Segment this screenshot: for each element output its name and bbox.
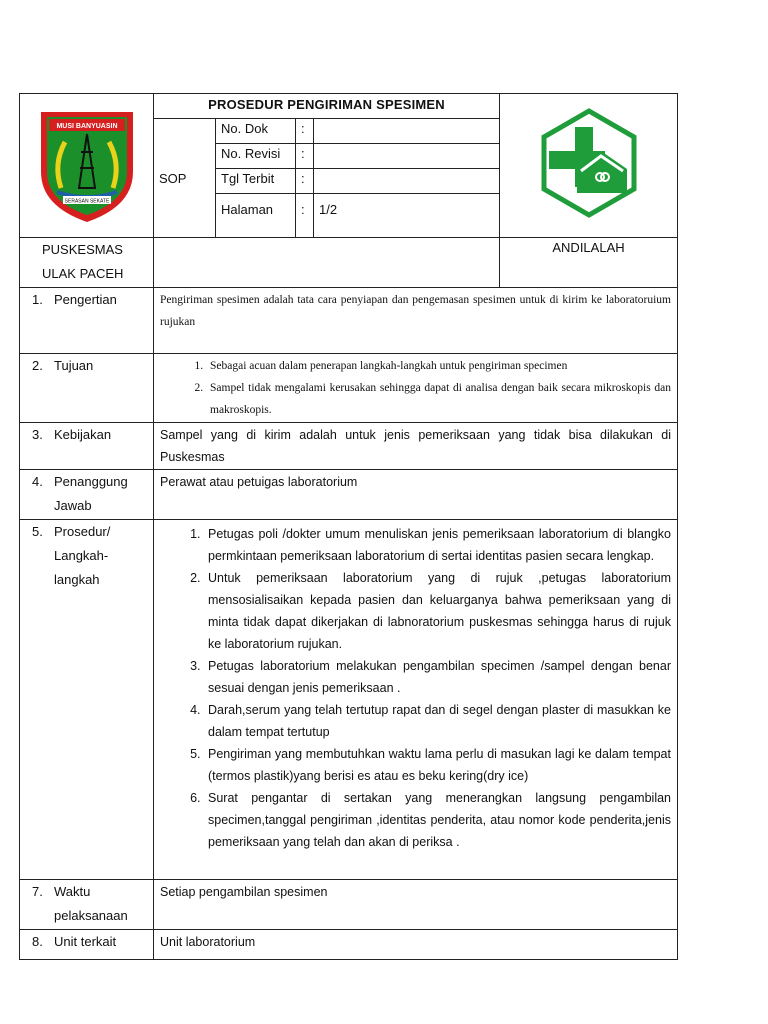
prosedur-list (160, 523, 671, 853)
meta-value (314, 144, 500, 169)
list-item: 4. Darah,serum yang telah tertutup rapat dan di segel dengan plaster di masukkan ke dalam tempat tertutup (204, 699, 671, 743)
blank-cell (154, 238, 500, 288)
section-number: 1. (32, 292, 43, 307)
section-title-line: Prosedur/ (54, 524, 111, 539)
section-title-line: Jawab (54, 498, 92, 513)
regency-logo-cell (20, 94, 154, 238)
waktu-text: Setiap pengambilan spesimen (154, 880, 678, 930)
section-pengertian (20, 288, 678, 354)
meta-sep: : (296, 119, 314, 144)
meta-label: Halaman (216, 194, 296, 238)
list-item: 1. Petugas poli /dokter umum menuliskan jenis pemeriksaan laboratorium di blangko permkintaan pemeriksaan laboratorium di sertai identitas pasien secara lengkap. (204, 523, 671, 567)
section-label (20, 520, 154, 880)
section-title: Kebijakan (54, 427, 112, 442)
section-penanggung-jawab (20, 470, 678, 520)
section-number: 7. (32, 884, 43, 899)
section-label (20, 930, 154, 960)
meta-value: 1/2 (314, 194, 500, 238)
section-waktu (20, 880, 678, 930)
logo-motto-text: SERASAN SEKATE (64, 198, 109, 205)
section-label (20, 354, 154, 423)
section-kebijakan (20, 423, 678, 470)
penanggung-text: Perawat atau petuigas laboratorium (154, 470, 678, 520)
meta-sep: : (296, 169, 314, 194)
section-number: 5. (32, 524, 43, 539)
section-title-line: pelaksanaan (54, 908, 128, 923)
signer-name: ANDILALAH (500, 238, 678, 288)
kebijakan-text: Sampel yang di kirim adalah untuk jenis pemeriksaan yang tidak bisa dilakukan di Puskesmas (154, 423, 678, 470)
document-title: PROSEDUR PENGIRIMAN SPESIMEN (154, 94, 500, 119)
prosedur-list-cell (154, 520, 678, 880)
list-item: 2. Untuk pemeriksaan laboratorium yang di rujuk ,petugas laboratorium mensosialisaikan kepada pasien dan keluarganya bahwa pemeriksaan yang di minta tidak dapat dikerjakan di labnoratorium puskesmas sehingga harus di rujuk ke laboratorium rujukan. (204, 567, 671, 655)
sop-body-table (19, 287, 678, 960)
tujuan-list (160, 355, 671, 421)
meta-value (314, 119, 500, 144)
section-title: Unit terkait (54, 934, 117, 949)
section-title: Pengertian (54, 292, 117, 307)
meta-label: No. Revisi (216, 144, 296, 169)
section-title-line: langkah (54, 572, 100, 587)
section-number: 8. (32, 934, 43, 949)
meta-value (314, 169, 500, 194)
meta-label: No. Dok (216, 119, 296, 144)
section-unit-terkait (20, 930, 678, 960)
meta-sep: : (296, 194, 314, 238)
puskesmas-name (20, 238, 154, 288)
section-label (20, 288, 154, 354)
section-title-line: Penanggung (54, 474, 128, 489)
section-prosedur (20, 520, 678, 880)
puskesmas-name-line2: ULAK PACEH (42, 266, 124, 281)
list-item: 1. Sebagai acuan dalam penerapan langkah-langkah untuk pengiriman specimen (206, 355, 671, 377)
meta-label: Tgl Terbit (216, 169, 296, 194)
musi-banyuasin-logo-icon (35, 102, 139, 224)
tujuan-list-cell (154, 354, 678, 423)
sop-document (19, 93, 677, 960)
puskesmas-logo-cell (500, 94, 678, 238)
section-label (20, 880, 154, 930)
section-label (20, 423, 154, 470)
logo-name-text: MUSI BANYUASIN (55, 123, 118, 130)
meta-sep: : (296, 144, 314, 169)
unit-text: Unit laboratorium (154, 930, 678, 960)
section-number: 4. (32, 474, 43, 489)
section-label (20, 470, 154, 520)
section-title (54, 880, 128, 928)
section-title (54, 470, 128, 518)
section-tujuan (20, 354, 678, 423)
list-item: 5. Pengiriman yang membutuhkan waktu lama perlu di masukan lagi ke dalam tempat (termos plastik)yang berisi es atau es beku kering(dry ice) (204, 743, 671, 787)
section-title: Tujuan (54, 358, 94, 373)
section-number: 2. (32, 358, 43, 373)
list-item: 6. Surat pengantar di sertakan yang menerangkan langsung pengambilan specimen,tanggal pengiriman ,identitas penderita, atau nomor kode penderita,jenis pemeriksaan yang telah dan akan di periksa . (204, 787, 671, 853)
list-item: 3. Petugas laboratorium melakukan pengambilan specimen /sampel dengan benar sesuai dengan jenis pemeriksaan . (204, 655, 671, 699)
pengertian-text: Pengiriman spesimen adalah tata cara penyiapan dan pengemasan spesimen untuk di kirim ke laboratoruium rujukan (154, 288, 678, 354)
section-title-line: Langkah- (54, 548, 109, 563)
section-title (54, 520, 110, 592)
sop-label: SOP (154, 119, 216, 238)
puskesmas-logo-icon (533, 107, 645, 219)
section-number: 3. (32, 427, 43, 442)
list-item: 2. Sampel tidak mengalami kerusakan sehingga dapat di analisa dengan baik secara mikroskopis dan makroskopis. (206, 377, 671, 421)
sop-header-table (19, 93, 678, 288)
section-title-line: Waktu (54, 884, 91, 899)
puskesmas-name-line1: PUSKESMAS (42, 242, 123, 257)
